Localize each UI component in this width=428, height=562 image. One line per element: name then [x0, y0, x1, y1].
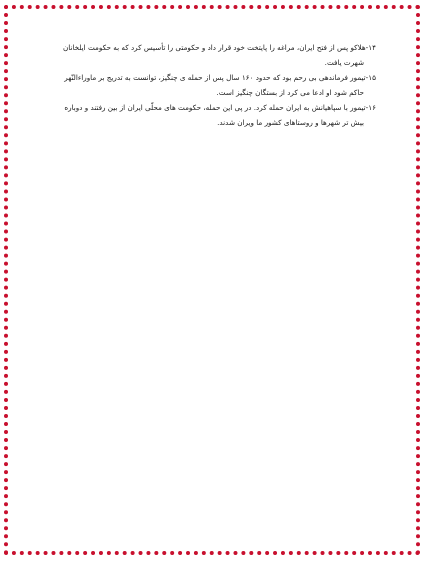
- paragraph-14-line-2: شهرت یافت.: [324, 58, 364, 67]
- document-body: [60, 40, 376, 130]
- paragraph-16: [60, 100, 376, 130]
- paragraph-14: [60, 40, 376, 70]
- paragraph-15-line-2: حاکم شود او ادعا می کرد از بستگان چنگیز است.: [216, 88, 364, 97]
- paragraph-14-line-1: ۱۴-هلاکو پس از فتح ایران، مراغه را پایتخت خود قرار داد و حکومتی را تأسیس کرد که به حکومت ایلخانان: [62, 43, 376, 52]
- paragraph-16-line-1: ۱۶-تیمور با سپاهیانش به ایران حمله کرد. در پی این حمله، حکومت های محلّی ایران از بین رفتند و دوباره: [64, 103, 376, 112]
- paragraph-15: [60, 70, 376, 100]
- paragraph-16-line-2: بیش تر شهرها و روستاهای کشور ما ویران شدند.: [217, 118, 364, 127]
- paragraph-15-line-1: ۱۵-تیمور فرماندهی بی رحم بود که حدود ۱۶۰ سال پس از حمله ی چنگیز، توانست به تدریج بر ماوراءالنّهر: [64, 73, 376, 82]
